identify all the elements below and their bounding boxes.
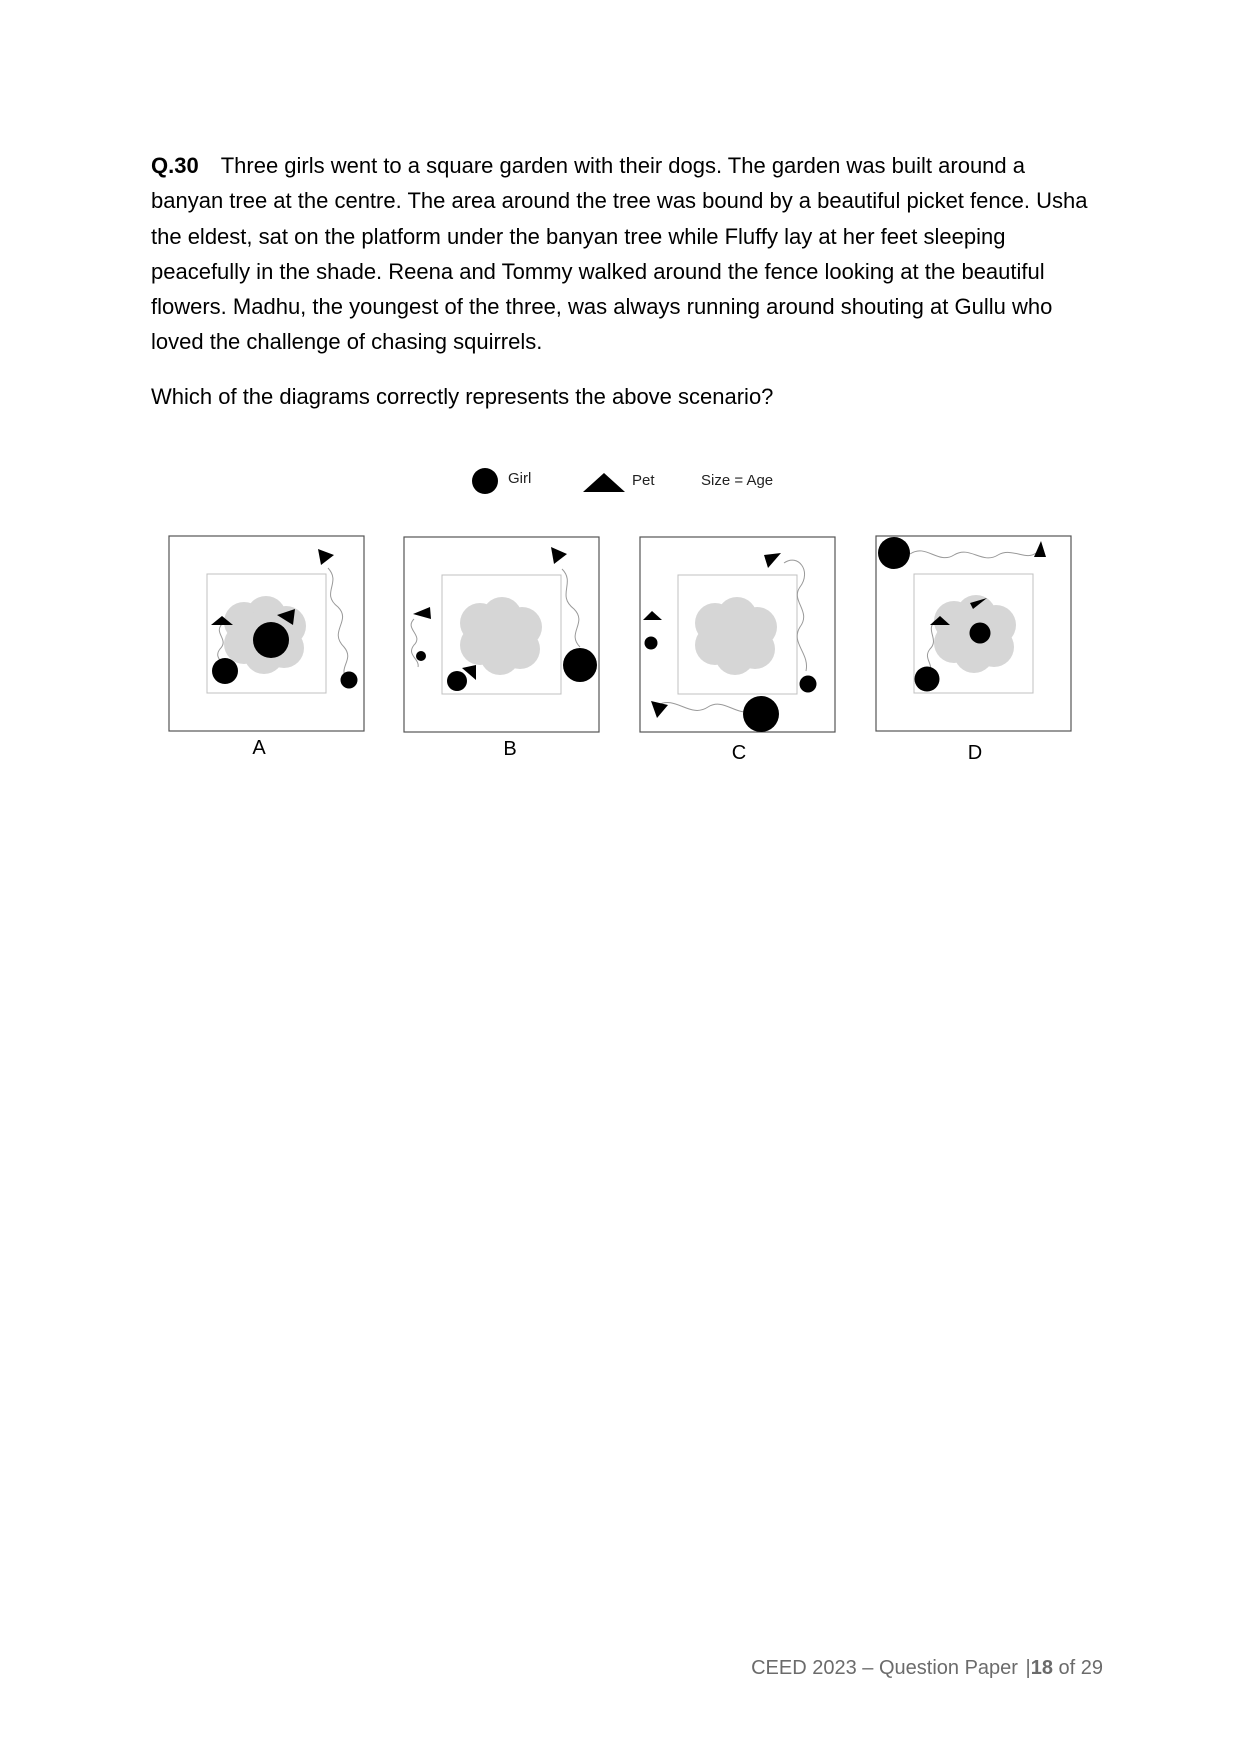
legend-pet-label: Pet <box>632 472 655 489</box>
diagram-option-d[interactable] <box>876 536 1071 764</box>
legend-girl-label: Girl <box>508 470 532 487</box>
footer-separator: | <box>1025 1657 1031 1679</box>
question-number: Q.30 <box>151 153 199 178</box>
option-label-d: D <box>967 742 983 764</box>
diagram-options <box>0 535 1241 775</box>
question-prompt: Which of the diagrams correctly represents the above scenario? <box>151 384 774 409</box>
option-label-c: C <box>731 742 747 764</box>
footer-page-total: of 29 <box>1058 1657 1103 1679</box>
footer-title: CEED 2023 – Question Paper <box>751 1657 1018 1679</box>
diagram-legend <box>470 466 810 502</box>
pet-legend-icon <box>581 470 627 494</box>
question-text: Three girls went to a square garden with their dogs. The garden was built around a banyan tree at the centre. The area around the tree was bound by a beautiful picket fence. Usha the eldest, sat on the platform under the banyan tree while Fluffy lay at her feet sleeping peacefully in the shade. Reena and Tommy walked around the fence looking at the beautiful flowers. Madhu, the youngest of the three, was always running around shouting at Gullu who loved the challenge of chasing squirrels. <box>151 153 1088 355</box>
legend-size-note: Size = Age <box>701 472 774 489</box>
diagram-option-c[interactable] <box>640 537 835 764</box>
girl-legend-icon <box>470 466 500 496</box>
option-label-b: B <box>503 738 517 760</box>
option-label-a: A <box>252 737 266 759</box>
diagram-option-a[interactable] <box>169 536 364 759</box>
footer-page-number: 18 <box>1030 1657 1053 1679</box>
page-footer <box>751 1657 1103 1680</box>
diagram-option-b[interactable] <box>404 537 599 760</box>
question-block <box>151 148 1091 360</box>
